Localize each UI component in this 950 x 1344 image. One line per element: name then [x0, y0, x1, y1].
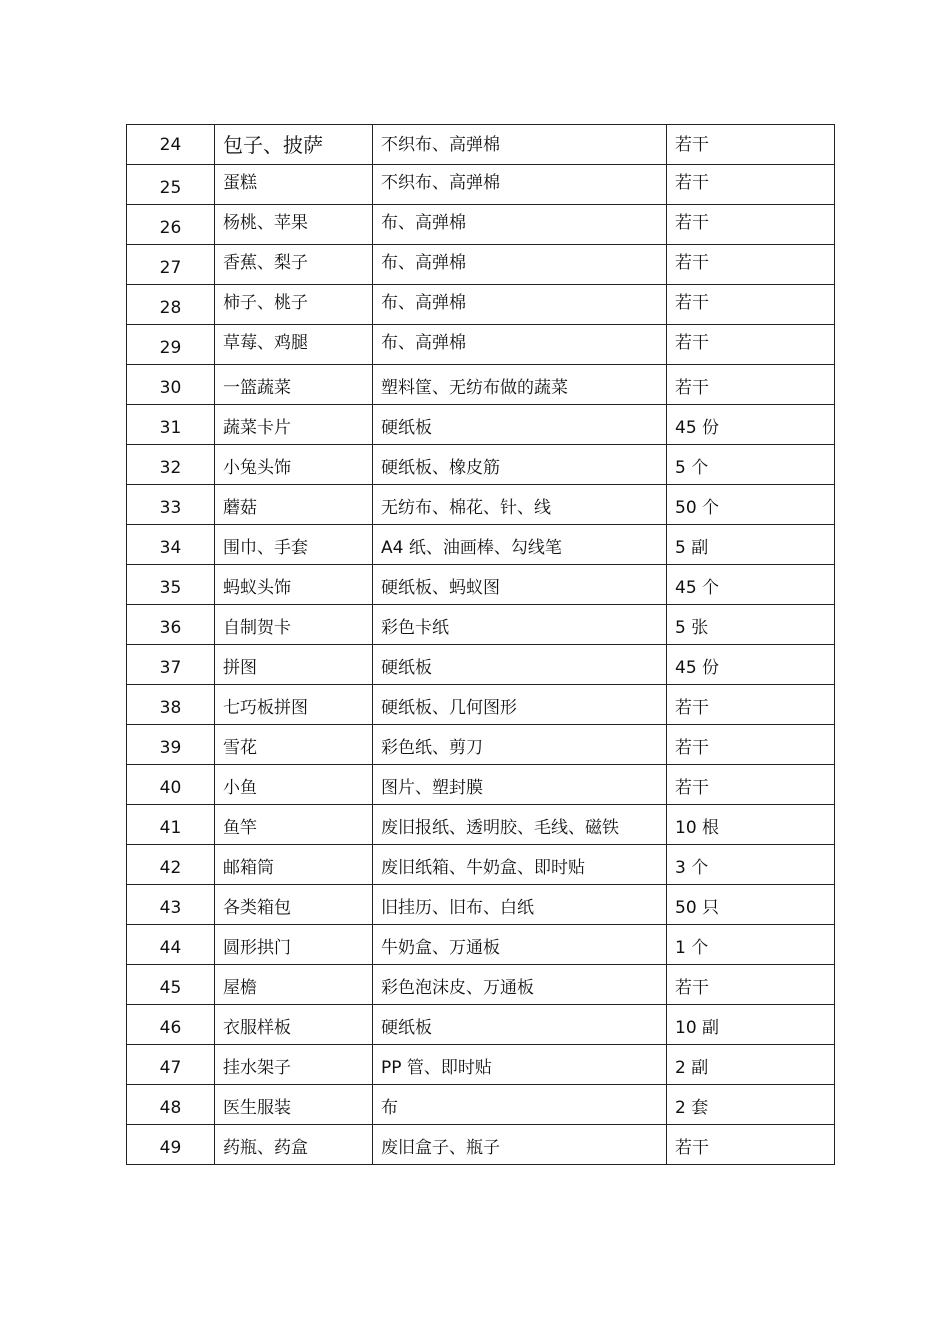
table-row: [127, 925, 835, 965]
table-row: [127, 1125, 835, 1165]
item-quantity: 45 份: [667, 645, 835, 685]
item-material: 硬纸板、几何图形: [373, 685, 667, 725]
row-number: 41: [127, 805, 215, 845]
item-name: 邮箱筒: [215, 845, 373, 885]
item-name: 拼图: [215, 645, 373, 685]
item-material: 彩色卡纸: [373, 605, 667, 645]
item-quantity: 5 张: [667, 605, 835, 645]
item-name: 蘑菇: [215, 485, 373, 525]
materials-table: [126, 124, 835, 1165]
item-quantity: 50 个: [667, 485, 835, 525]
item-quantity: 若干: [667, 325, 835, 365]
item-name: 医生服装: [215, 1085, 373, 1125]
row-number: 30: [127, 365, 215, 405]
item-material: 布、高弹棉: [373, 245, 667, 285]
row-number: 29: [127, 325, 215, 365]
item-quantity: 10 副: [667, 1005, 835, 1045]
table-row: [127, 885, 835, 925]
table-row: [127, 605, 835, 645]
table-row: [127, 485, 835, 525]
item-name: 小鱼: [215, 765, 373, 805]
row-number: 44: [127, 925, 215, 965]
table-row: [127, 965, 835, 1005]
item-material: 硬纸板、橡皮筋: [373, 445, 667, 485]
table-row: [127, 125, 835, 165]
row-number: 28: [127, 285, 215, 325]
item-name: 各类箱包: [215, 885, 373, 925]
item-material: PP 管、即时贴: [373, 1045, 667, 1085]
item-name: 蚂蚁头饰: [215, 565, 373, 605]
item-material: 不织布、高弹棉: [373, 125, 667, 165]
item-quantity: 若干: [667, 245, 835, 285]
table-row: [127, 445, 835, 485]
table-row: [127, 285, 835, 325]
table-row: [127, 325, 835, 365]
row-number: 35: [127, 565, 215, 605]
item-quantity: 若干: [667, 1125, 835, 1165]
item-name: 包子、披萨: [215, 125, 373, 165]
item-quantity: 10 根: [667, 805, 835, 845]
item-name: 柿子、桃子: [215, 285, 373, 325]
item-name: 自制贺卡: [215, 605, 373, 645]
item-name: 一篮蔬菜: [215, 365, 373, 405]
row-number: 42: [127, 845, 215, 885]
row-number: 43: [127, 885, 215, 925]
row-number: 46: [127, 1005, 215, 1045]
item-material: 不织布、高弹棉: [373, 165, 667, 205]
row-number: 49: [127, 1125, 215, 1165]
item-name: 草莓、鸡腿: [215, 325, 373, 365]
item-material: 废旧报纸、透明胶、毛线、磁铁: [373, 805, 667, 845]
row-number: 36: [127, 605, 215, 645]
item-material: A4 纸、油画棒、勾线笔: [373, 525, 667, 565]
item-material: 塑料筐、无纺布做的蔬菜: [373, 365, 667, 405]
item-quantity: 2 副: [667, 1045, 835, 1085]
table-row: [127, 365, 835, 405]
item-quantity: 若干: [667, 285, 835, 325]
item-quantity: 若干: [667, 125, 835, 165]
item-material: 旧挂历、旧布、白纸: [373, 885, 667, 925]
item-quantity: 若干: [667, 365, 835, 405]
item-quantity: 45 份: [667, 405, 835, 445]
table-row: [127, 1005, 835, 1045]
item-name: 圆形拱门: [215, 925, 373, 965]
table-row: [127, 645, 835, 685]
table-row: [127, 165, 835, 205]
row-number: 26: [127, 205, 215, 245]
table-row: [127, 845, 835, 885]
item-name: 药瓶、药盒: [215, 1125, 373, 1165]
item-material: 硬纸板: [373, 1005, 667, 1045]
row-number: 38: [127, 685, 215, 725]
table-row: [127, 245, 835, 285]
item-quantity: 若干: [667, 965, 835, 1005]
item-name: 围巾、手套: [215, 525, 373, 565]
table-row: [127, 765, 835, 805]
item-quantity: 若干: [667, 205, 835, 245]
item-material: 图片、塑封膜: [373, 765, 667, 805]
row-number: 34: [127, 525, 215, 565]
item-material: 无纺布、棉花、针、线: [373, 485, 667, 525]
item-name: 蔬菜卡片: [215, 405, 373, 445]
item-name: 小兔头饰: [215, 445, 373, 485]
item-material: 布、高弹棉: [373, 205, 667, 245]
item-material: 牛奶盒、万通板: [373, 925, 667, 965]
item-material: 布、高弹棉: [373, 325, 667, 365]
item-name: 鱼竿: [215, 805, 373, 845]
row-number: 33: [127, 485, 215, 525]
item-material: 彩色纸、剪刀: [373, 725, 667, 765]
item-material: 彩色泡沫皮、万通板: [373, 965, 667, 1005]
item-quantity: 5 个: [667, 445, 835, 485]
row-number: 24: [127, 125, 215, 165]
table-row: [127, 1045, 835, 1085]
item-material: 废旧纸箱、牛奶盒、即时贴: [373, 845, 667, 885]
item-name: 杨桃、苹果: [215, 205, 373, 245]
table-row: [127, 405, 835, 445]
item-name: 挂水架子: [215, 1045, 373, 1085]
row-number: 37: [127, 645, 215, 685]
row-number: 39: [127, 725, 215, 765]
table-row: [127, 685, 835, 725]
item-material: 硬纸板、蚂蚁图: [373, 565, 667, 605]
item-quantity: 若干: [667, 165, 835, 205]
item-material: 硬纸板: [373, 405, 667, 445]
row-number: 45: [127, 965, 215, 1005]
row-number: 27: [127, 245, 215, 285]
row-number: 47: [127, 1045, 215, 1085]
item-material: 废旧盒子、瓶子: [373, 1125, 667, 1165]
table-row: [127, 725, 835, 765]
item-name: 屋檐: [215, 965, 373, 1005]
item-quantity: 若干: [667, 765, 835, 805]
item-quantity: 1 个: [667, 925, 835, 965]
table-row: [127, 805, 835, 845]
table-row: [127, 565, 835, 605]
item-quantity: 50 只: [667, 885, 835, 925]
item-material: 布: [373, 1085, 667, 1125]
table-row: [127, 1085, 835, 1125]
item-quantity: 若干: [667, 685, 835, 725]
row-number: 40: [127, 765, 215, 805]
item-quantity: 3 个: [667, 845, 835, 885]
table-row: [127, 525, 835, 565]
item-quantity: 5 副: [667, 525, 835, 565]
row-number: 32: [127, 445, 215, 485]
item-material: 布、高弹棉: [373, 285, 667, 325]
item-name: 雪花: [215, 725, 373, 765]
item-quantity: 45 个: [667, 565, 835, 605]
item-quantity: 若干: [667, 725, 835, 765]
item-name: 香蕉、梨子: [215, 245, 373, 285]
item-name: 衣服样板: [215, 1005, 373, 1045]
table-row: [127, 205, 835, 245]
item-name: 蛋糕: [215, 165, 373, 205]
item-quantity: 2 套: [667, 1085, 835, 1125]
row-number: 31: [127, 405, 215, 445]
row-number: 25: [127, 165, 215, 205]
row-number: 48: [127, 1085, 215, 1125]
item-material: 硬纸板: [373, 645, 667, 685]
materials-table-body: [127, 125, 835, 1165]
item-name: 七巧板拼图: [215, 685, 373, 725]
